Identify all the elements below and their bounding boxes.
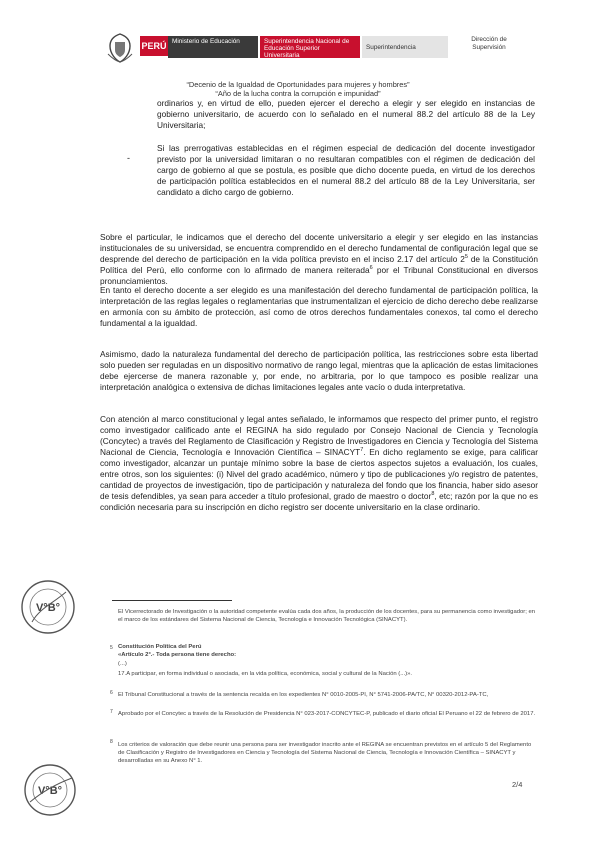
footnote-number: 7 [110, 709, 113, 715]
approval-stamp-icon [20, 762, 80, 818]
superintendencia-full-label: Superintendencia Nacional de Educación Superior Universitaria [260, 36, 360, 58]
footnote-5-ellipsis: (...) [118, 661, 127, 667]
year-motto: “Año de la lucha contra la corrupción e impunidad” [215, 89, 381, 98]
stamp-label: V°B° [37, 785, 63, 797]
footnote-5-clause: 17.A participar, en forma individual o asociada, en la vida política, económica, social y cultural de la Nación (...)». [118, 671, 413, 677]
paragraph-list-item: Si las prerrogativas establecidas en el régimen especial de dedicación del docente investigador previsto por la universidad limitaran o no resultaran compatibles con el régimen de dedicación del cargo de gobierno al que se postula, es posible que dicho docente pueda, en virtud de los derechos de participación política establecidos en el numeral 88.2 del artículo 88 de la Ley Universitaria, ser candidato a dicho cargo de gobierno. [157, 143, 535, 197]
paragraph-text: de la Constitución Política del Perú, ello conforme con lo afirmado de manera reiterada [100, 254, 538, 275]
paragraph-regina-registry [100, 414, 538, 513]
footnote-7: Aprobado por el Concytec a través de la Resolución de Presidencia N° 023-2017-CONCYTEC-P, publicado el diario oficial El Peruano el 22 de febrero de 2017. [118, 711, 536, 717]
paragraph-text: Sobre el particular, le indicamos que el derecho del docente universitario a elegir y ser elegido en las instancias institucionales de su universidad, se encuentra comprendido en el derecho fundamental de configuración legal que se desprende del derecho de participación en la vida política previsto en el inciso 2.17 del artículo 2 [100, 232, 538, 264]
footnote-ref: 6 [369, 265, 373, 272]
footnote-ref: 5 [464, 254, 468, 261]
stamp-label: V°B° [35, 602, 61, 614]
paragraph-text: . En dicho reglamento se exige, para calificar como investigador, alcanzar un puntaje mínimo sobre la base de ciertos aspectos sujetos a evaluación, los cuales, entre otros, son los siguientes: (i) Nivel del grado académico, número y tipo de publicaciones y/o registro de patentes, cantidad de proyectos de investigación, tipo de participación y naturaleza del fondo que los financia, haber sido asesor de tesis defendibles, ya sean para acceder a título profesional, grado de maestro o doctor [100, 447, 538, 501]
coat-of-arms-icon [104, 32, 136, 64]
footnote-4: El Vicerrectorado de Investigación o la autoridad competente evalúa cada dos años, la producción de los docentes, para su permanencia como investigador; en el marco de los estándares del Sistema Nacional de Ciencia, Tecnología e Innovación Tecnológica (SINACYT). [118, 609, 536, 623]
paragraph-text: , etc; razón por la que no es condición necesaria para su inscripción en dicho registro ser docente universitario en la clase ordinario. [100, 491, 538, 512]
footnote-6: El Tribunal Constitucional a través de la sentencia recaída en los expedientes N° 0010-2005-PI, N° 5741-2006-PA/TC, N° 00320-2012-PA-TC, [118, 692, 489, 698]
paragraph-political-participation: En tanto el derecho docente a ser elegido es una manifestación del derecho fundamental de participación política, la interpretación de las reglas legales o reglamentarias que instrumentalizan el ejercicio de dicho derecho debe realizarse en armonía con su ámbito de protección, así como de otros derechos fundamentales conexos, tal como el derecho fundamental a la igualdad. [100, 285, 538, 328]
decade-motto: “Decenio de la Igualdad de Oportunidades para mujeres y hombres” [186, 80, 410, 89]
footnote-separator [112, 600, 232, 601]
footnote-5-article: «Artículo 2°.- Toda persona tiene derecho: [118, 652, 237, 658]
direction-label: Dirección de Supervisión [471, 36, 507, 51]
footnote-number: 6 [110, 690, 113, 696]
footnote-ref: 7 [360, 447, 364, 454]
footnote-number: 5 [110, 645, 113, 651]
paragraph-text: Con atención al marco constitucional y legal antes señalado, le informamos que respecto del primer punto, el registro como investigador calificado ante el REGINA ha sido regulado por Consejo Nacional de Ciencia y Tecnología (Concytec) a través del Reglamento de Clasificación y Registro de Investigadores en Ciencia y Tecnología del Sistema Nacional de Ciencia, Tecnología e Innovación Científica – SINACYT [100, 414, 538, 457]
letterhead [104, 30, 524, 68]
ministry-label: Ministerio de Educación [168, 36, 258, 58]
paragraph-continued: ordinarios y, en virtud de ello, pueden ejercer el derecho a elegir y ser elegido en instancias de gobierno universitario, de acuerdo con lo señalado en el numeral 88.2 del artículo 88 de la Ley Universitaria; [157, 98, 535, 130]
peru-logo: PERÚ [140, 36, 168, 56]
list-dash: - [127, 153, 130, 163]
footnote-8: Los criterios de valoración que debe reunir una persona para ser investigador inscrito ante el REGINA se encuentran previstos en el artículo 5 del Reglamento de Clasificación y Registro de Investigadores en Ciencia y Tecnología del Sistema Nacional de Ciencia, Tecnología e Innovación Científica – SINACYT y desarrolladas en su Anexo N° 1. [118, 742, 532, 764]
paragraph-restrictions: Asimismo, dado la naturaleza fundamental del derecho de participación política, las restricciones sobre esta libertad solo pueden ser reguladas en un dispositivo normativo de rango legal, mientras que la aplicación de estas limitaciones debe ejercerse de manera razonable y, por ende, no arbitraria, por lo que tampoco es posible realizar una interpretación analógica o extensiva de dichas limitaciones legales ante vacío o duda interpretativa. [100, 349, 538, 392]
page-number: 2/4 [512, 780, 523, 789]
approval-stamp-icon [18, 578, 78, 636]
footnote-number: 8 [110, 739, 113, 745]
superintendencia-short-label: Superintendencia [362, 36, 448, 58]
footnote-ref: 8 [431, 491, 435, 498]
footnote-5-title: Constitución Política del Perú [118, 644, 202, 650]
paragraph-text: por el Tribunal Constitucional en diversos pronunciamientos. [100, 265, 538, 286]
paragraph-right-to-be-elected [100, 232, 538, 287]
